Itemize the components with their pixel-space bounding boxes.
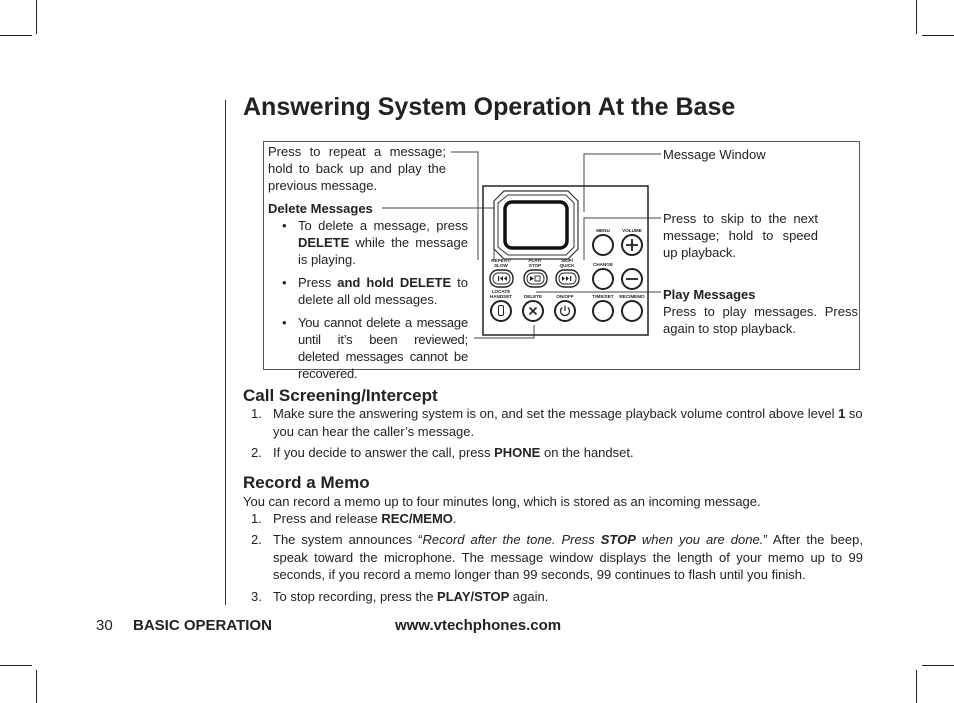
delete-bullet: • Press and hold DELETE to delete all old messages. <box>282 275 468 307</box>
message-window <box>505 202 567 248</box>
crop-mark <box>916 0 917 34</box>
base-control-panel <box>482 185 650 337</box>
list-item: 2. If you decide to answer the call, press PHONE on the handset. <box>251 445 634 460</box>
play-stop-button[interactable] <box>524 270 547 287</box>
locate-handset-button[interactable] <box>491 301 511 321</box>
on-off-button[interactable] <box>555 301 575 321</box>
time-set-button[interactable] <box>593 301 613 321</box>
list-item: 1. Press and release REC/MEMO. <box>251 511 457 526</box>
section-name: BASIC OPERATION <box>133 617 272 634</box>
skip-label-1: SKIP/ <box>561 258 573 263</box>
volume-label: VOLUME <box>622 228 642 233</box>
delete-bullet: • To delete a message, press DELETE while the message is playing. <box>282 218 468 267</box>
play-note: Press to play messages. Press again to stop playback. <box>663 304 858 336</box>
page-number: 30 <box>96 617 113 634</box>
play-label-2: STOP <box>528 263 542 268</box>
locate-label-2: HANDSET <box>489 294 513 299</box>
onoff-label: ON/OFF <box>556 294 574 299</box>
locate-label-1: LOCATE <box>491 289 511 294</box>
record-memo-heading: Record a Memo <box>243 473 370 492</box>
repeat-label-2: SLOW <box>494 263 508 268</box>
repeat-label-1: REPEAT/ <box>491 258 511 263</box>
list-item: 3. To stop recording, press the PLAY/STOP again. <box>251 589 549 604</box>
play-heading: Play Messages <box>663 287 756 302</box>
page-title: Answering System Operation At the Base <box>243 93 736 121</box>
delete-label: DELETE <box>523 294 543 299</box>
crop-mark <box>922 665 954 666</box>
delete-bullet: • You cannot delete a message until it’s been reviewed; deleted messages cannot be recovered. <box>282 315 468 381</box>
margin-rule <box>225 100 226 605</box>
crop-mark <box>922 35 954 36</box>
call-screening-heading: Call Screening/Intercept <box>243 386 438 405</box>
base-diagram <box>263 141 860 381</box>
crop-mark <box>36 0 37 34</box>
play-label-1: PLAY/ <box>528 258 542 263</box>
footer-url: www.vtechphones.com <box>395 617 562 634</box>
timeset-label: TIME/SET <box>592 294 614 299</box>
delete-button[interactable] <box>523 301 543 321</box>
volume-up-button[interactable] <box>622 235 642 255</box>
volume-down-button[interactable] <box>622 269 642 289</box>
rec-memo-button[interactable] <box>622 301 642 321</box>
control-panel-drawing <box>482 185 650 337</box>
skip-label-2: QUICK <box>559 263 575 268</box>
skip-note: Press to skip to the next message; hold to speed up playback. <box>663 211 818 260</box>
crop-mark <box>916 670 917 703</box>
crop-mark <box>0 35 32 36</box>
repeat-note: Press to repeat a message; hold to back up and play the previous message. <box>268 144 446 193</box>
recmemo-label: REC/MEMO <box>619 294 645 299</box>
record-memo-intro: You can record a memo up to four minutes long, which is stored as an incoming message. <box>243 494 761 509</box>
menu-button[interactable] <box>593 235 613 255</box>
skip-button[interactable] <box>556 270 579 287</box>
repeat-button[interactable] <box>490 270 513 287</box>
list-item: 2. The system announces “Record after the tone. Press STOP when you are done.” After the beep, speak toward the microphone. The message window displays the length of your memo up to 99 seconds, if you record a memo longer than 99 seconds, 99 continues to flash until you finish. <box>251 532 863 582</box>
crop-mark <box>0 665 32 666</box>
delete-heading: Delete Messages <box>268 201 373 216</box>
change-label: CHANGE <box>593 262 613 267</box>
list-item: 1. Make sure the answering system is on, and set the message playback volume control above level 1 so you can hear the caller’s message. <box>251 406 863 439</box>
menu-label: MENU <box>596 228 610 233</box>
message-window-label: Message Window <box>663 147 766 162</box>
crop-mark <box>36 670 37 703</box>
change-button[interactable] <box>593 269 613 289</box>
